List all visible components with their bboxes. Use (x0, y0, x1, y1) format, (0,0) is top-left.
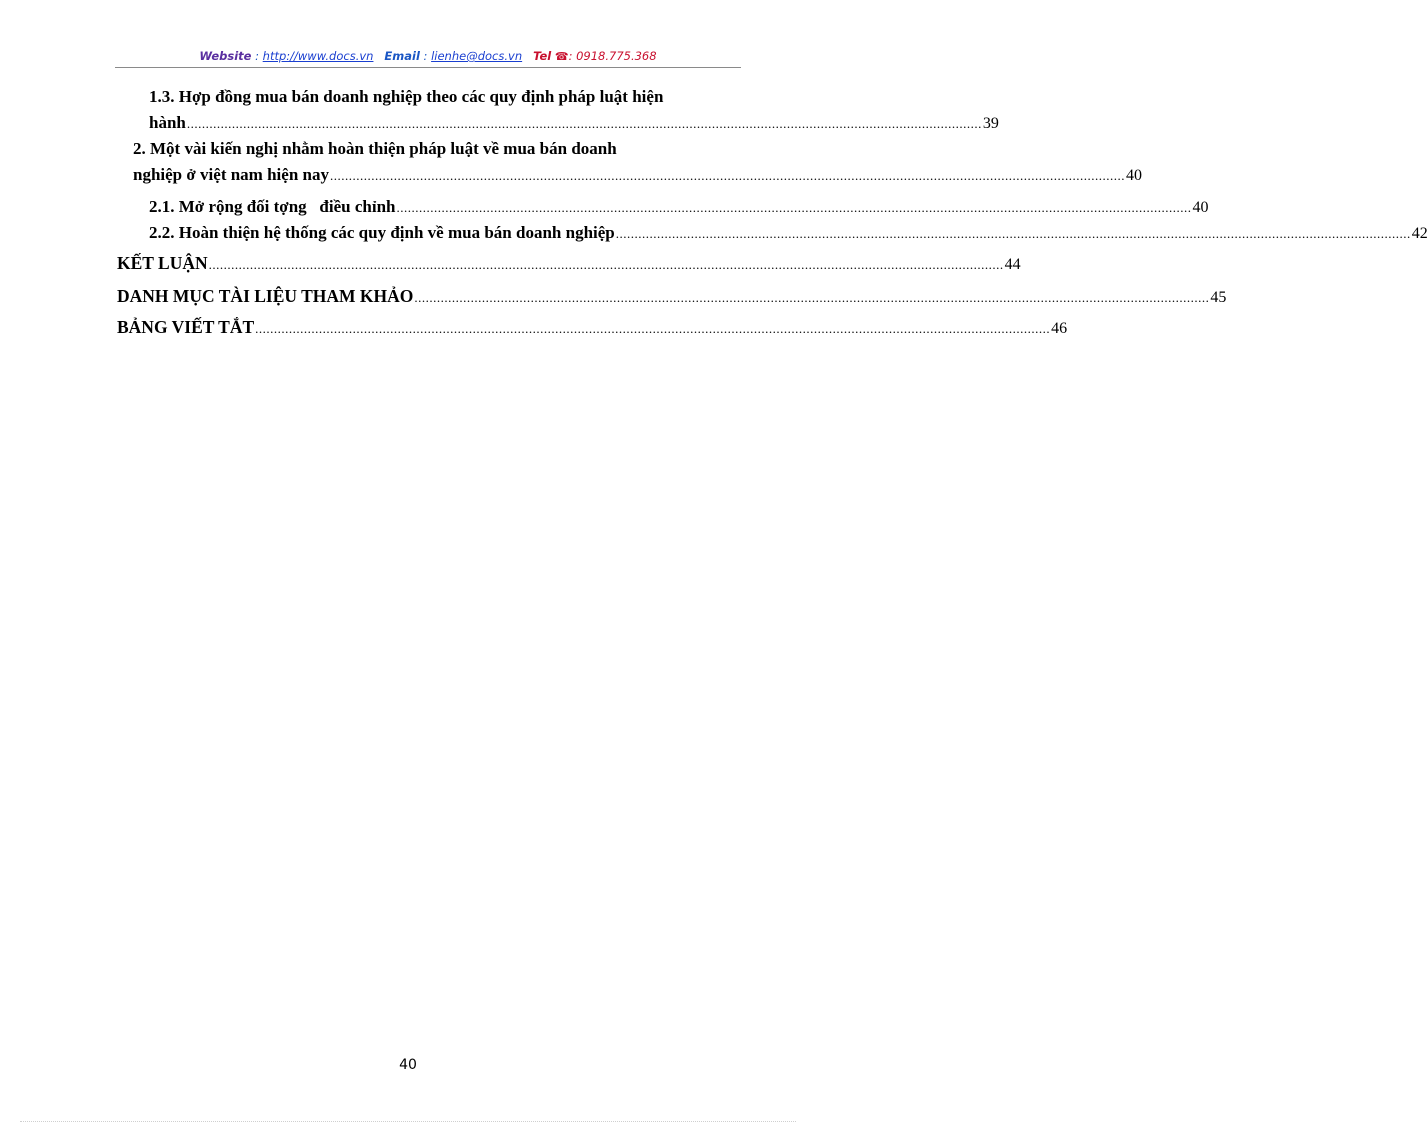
email-separator: : (419, 49, 432, 63)
toc-entry-text: KẾT LUẬN (117, 253, 208, 273)
toc-entry-2-1[interactable] (149, 196, 1209, 218)
toc-entry-text: 1.3. Hợp đồng mua bán doanh nghiệp theo các quy định pháp luật hiện (149, 87, 664, 106)
toc-leader-dots: .................................................................................................................................................................................................................... (208, 257, 1004, 272)
toc-page-number: 42 (1411, 225, 1428, 242)
toc-entry-danh-muc[interactable] (117, 285, 1227, 307)
toc-entry-1-3-line1[interactable] (149, 86, 663, 108)
toc-entry-ket-luan[interactable] (117, 252, 1021, 274)
toc-page-number: 44 (1004, 256, 1021, 273)
phone-number: : 0918.775.368 (568, 49, 657, 63)
toc-entry-2-2[interactable] (149, 222, 1428, 244)
page-header (115, 47, 741, 68)
toc-entry-bang-viet-tat[interactable] (117, 316, 1068, 338)
toc-entry-text: nghiệp ở việt nam hiện nay (133, 165, 329, 184)
email-label: Email (384, 49, 420, 63)
toc-entry-text: DANH MỤC TÀI LIỆU THAM KHẢO (117, 286, 414, 306)
toc-page-number: 46 (1051, 320, 1068, 337)
toc-entry-text: 2.1. Mở rộng đối tợng điều chỉnh (149, 197, 396, 216)
toc-entry-text: hành (149, 113, 186, 132)
toc-entry-2-line1[interactable] (133, 138, 617, 160)
toc-leader-dots: .................................................................................................................................................................................................................... (615, 226, 1411, 241)
toc-entry-text: BẢNG VIẾT TẮT (117, 317, 255, 337)
toc-leader-dots: .................................................................................................................................................................................................................... (329, 168, 1125, 183)
toc-entry-2-line2[interactable] (133, 164, 1142, 186)
toc-leader-dots: .................................................................................................................................................................................................................... (186, 116, 982, 131)
toc-page-number: 40 (1125, 167, 1142, 184)
toc-page-number: 39 (982, 115, 999, 132)
toc-leader-dots: .................................................................................................................................................................................................................... (414, 290, 1210, 305)
page-number: 40 (399, 1057, 417, 1073)
bottom-divider (20, 1121, 796, 1122)
toc-entry-text: 2. Một vài kiến nghị nhằm hoàn thiện pháp luật về mua bán doanh (133, 139, 617, 158)
website-link[interactable]: http://www.docs.vn (262, 49, 374, 63)
website-label: Website (199, 49, 252, 63)
toc-page-number: 40 (1192, 199, 1209, 216)
email-link[interactable]: lienhe@docs.vn (431, 49, 523, 63)
toc-entry-text: 2.2. Hoàn thiện hệ thống các quy định về mua bán doanh nghiệp (149, 223, 615, 242)
toc-leader-dots: .................................................................................................................................................................................................................... (396, 200, 1192, 215)
toc-page-number: 45 (1210, 289, 1227, 306)
toc-entry-1-3-line2[interactable] (149, 112, 999, 134)
phone-icon: ☎ (554, 50, 569, 63)
toc-leader-dots: .................................................................................................................................................................................................................... (255, 321, 1051, 336)
website-separator: : (251, 49, 263, 63)
tel-label: Tel (533, 49, 552, 63)
